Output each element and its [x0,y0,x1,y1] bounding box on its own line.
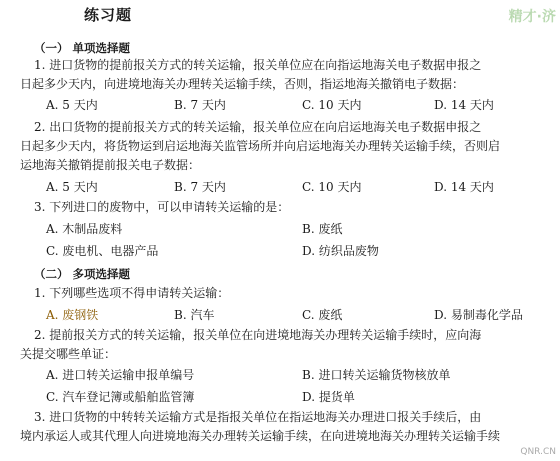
question-line: 1. 下列哪些选项不得申请转关运输： [34,286,230,300]
question-line: 3. 下列进口的废物中，可以申请转关运输的是： [34,200,290,214]
question-line: 境内承运人或其代理人向进境地海关办理转关运输手续，在向进境地海关办理转关运输手续 [20,429,501,443]
section-heading-single-choice: （一） 单项选择题 [34,41,131,55]
watermark-url: QNR.CN [520,447,556,457]
section-heading-multiple-choice: （二） 多项选择题 [34,267,131,281]
option-d: D. 14 天内 [434,180,494,194]
option-a: A. 废钢铁 [46,308,99,322]
question-s1-1 [20,56,552,94]
option-d: D. 纺织品废物 [302,244,379,258]
option-a: A. 5 天内 [46,98,98,112]
question-s1-3 [20,198,552,217]
option-a: A. 5 天内 [46,180,98,194]
option-c: C. 废电机、电器产品 [46,244,159,258]
question-s2-1 [20,284,552,303]
option-b: B. 废纸 [302,222,343,236]
option-d: D. 易制毒化学品 [434,308,523,322]
question-line: 3. 进口货物的中转转关运输方式是指报关单位在指运地海关办理进口报关手续后，由 [34,410,482,424]
question-line: 1. 进口货物的提前报关方式的转关运输，报关单位应在向指运地海关电子数据申报之 [34,58,482,72]
option-c: C. 汽车登记簿或船舶监管簿 [46,390,195,404]
option-d: D. 14 天内 [434,98,494,112]
option-c: C. 10 天内 [302,98,362,112]
question-s2-3 [20,408,552,446]
option-c: C. 废纸 [302,308,343,322]
question-s1-2 [20,118,552,175]
watermark-logo: 精才·济 [508,9,556,25]
question-s2-2 [20,326,552,364]
option-b: B. 7 天内 [174,180,226,194]
question-line: 2. 出口货物的提前报关方式的转关运输，报关单位应在向启运地海关电子数据申报之 [34,120,482,134]
option-a: A. 进口转关运输申报单编号 [46,368,195,382]
option-b: B. 进口转关运输货物核放单 [302,368,451,382]
question-line: 运地海关撤销提前报关电子数据： [20,158,201,172]
question-line: 2. 提前报关方式的转关运输，报关单位在向进境地海关办理转关运输手续时，应向海 [34,328,482,342]
option-d: D. 提货单 [302,390,355,404]
question-line: 关提交哪些单证： [20,347,117,361]
page-title: 练习题 [84,6,133,24]
question-line: 日起多少天内，将货物运到启运地海关监管场所并向启运地海关办理转关运输手续，否则启 [20,139,501,153]
option-c: C. 10 天内 [302,180,362,194]
question-line: 日起多少天内，向进境地海关办理转关运输手续，否则，指运地海关撤销电子数据： [20,77,465,91]
option-b: B. 汽车 [174,308,215,322]
option-b: B. 7 天内 [174,98,226,112]
option-a: A. 木制品废料 [46,222,123,236]
